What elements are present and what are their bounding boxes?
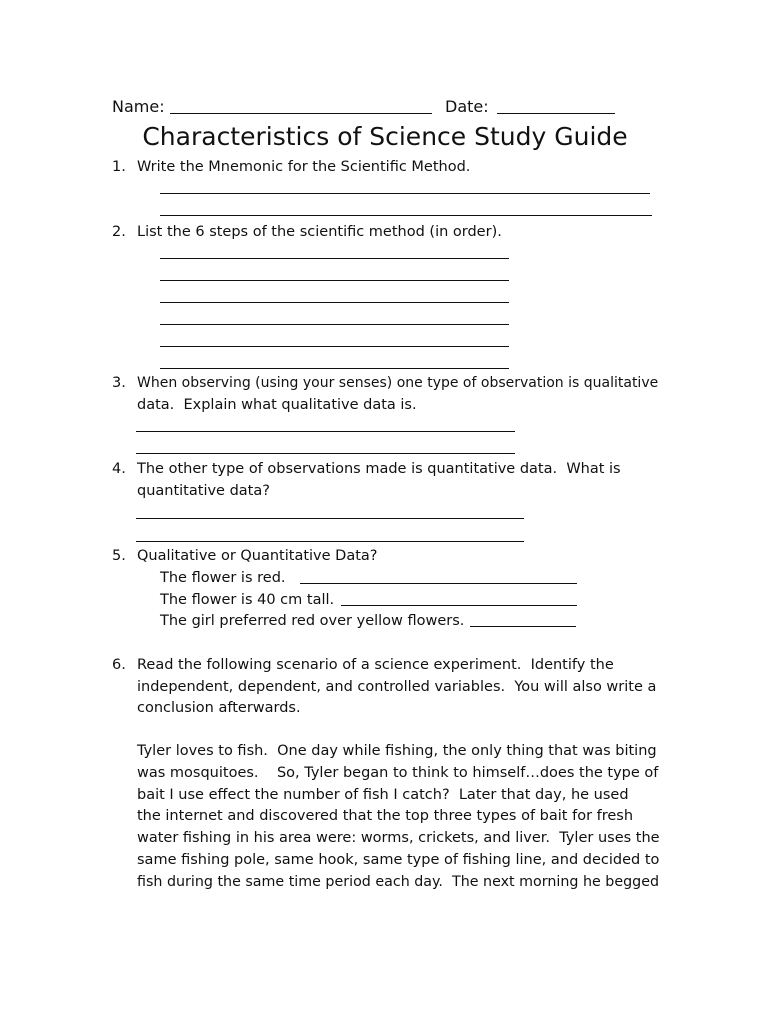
name-label: Name: (112, 97, 165, 116)
question-4-text: quantitative data? (137, 483, 270, 499)
answer-line[interactable] (136, 541, 524, 542)
question-6-text: Read the following scenario of a science experiment. Identify the (137, 657, 614, 673)
question-5-item: The girl preferred red over yellow flowers. (160, 613, 465, 629)
answer-line[interactable] (300, 583, 577, 584)
question-4-text: The other type of observations made is quantitative data. What is (137, 461, 621, 477)
scenario-line: fish during the same time period each day. The next morning he begged (137, 874, 660, 890)
question-1-text: Write the Mnemonic for the Scientific Method. (137, 159, 471, 175)
question-2-text: List the 6 steps of the scientific method (in order). (137, 224, 502, 240)
answer-line[interactable] (136, 431, 515, 432)
scenario-line: water fishing in his area were: worms, crickets, and liver. Tyler uses the (137, 830, 660, 846)
question-5-number: 5. (112, 548, 126, 564)
question-6-text: conclusion afterwards. (137, 700, 301, 716)
answer-line[interactable] (136, 518, 524, 519)
answer-line[interactable] (136, 453, 515, 454)
answer-line[interactable] (160, 215, 652, 216)
question-5-item: The flower is 40 cm tall. (160, 592, 335, 608)
question-5-item: The flower is red. (160, 570, 286, 586)
scenario-line: same fishing pole, same hook, same type of fishing line, and decided to (137, 852, 660, 868)
answer-line[interactable] (160, 258, 509, 259)
question-3-text: When observing (using your senses) one type of observation is qualitative (137, 375, 659, 391)
answer-line[interactable] (160, 346, 509, 347)
question-5-text: Qualitative or Quantitative Data? (137, 548, 378, 564)
page-title: Characteristics of Science Study Guide (142, 122, 628, 151)
scenario-line: was mosquitoes. So, Tyler began to think to himself…does the type of (137, 765, 659, 781)
question-6-text: independent, dependent, and controlled variables. You will also write a (137, 679, 657, 695)
answer-line[interactable] (160, 280, 509, 281)
answer-line[interactable] (341, 605, 577, 606)
question-4-number: 4. (112, 461, 126, 477)
scenario-line: bait I use effect the number of fish I catch? Later that day, he used (137, 787, 629, 803)
answer-line[interactable] (160, 324, 509, 325)
question-3-text: data. Explain what qualitative data is. (137, 397, 417, 413)
answer-line[interactable] (470, 626, 576, 627)
question-6-number: 6. (112, 657, 126, 673)
answer-line[interactable] (160, 302, 509, 303)
answer-line[interactable] (160, 368, 509, 369)
question-2-number: 2. (112, 224, 126, 240)
date-label: Date: (445, 97, 489, 116)
scenario-line: Tyler loves to fish. One day while fishing, the only thing that was biting (137, 743, 657, 759)
scenario-line: the internet and discovered that the top three types of bait for fresh (137, 808, 634, 824)
answer-line[interactable] (160, 193, 650, 194)
date-blank[interactable] (497, 113, 615, 114)
question-3-number: 3. (112, 375, 126, 391)
name-blank[interactable] (170, 113, 432, 114)
question-1-number: 1. (112, 159, 126, 175)
